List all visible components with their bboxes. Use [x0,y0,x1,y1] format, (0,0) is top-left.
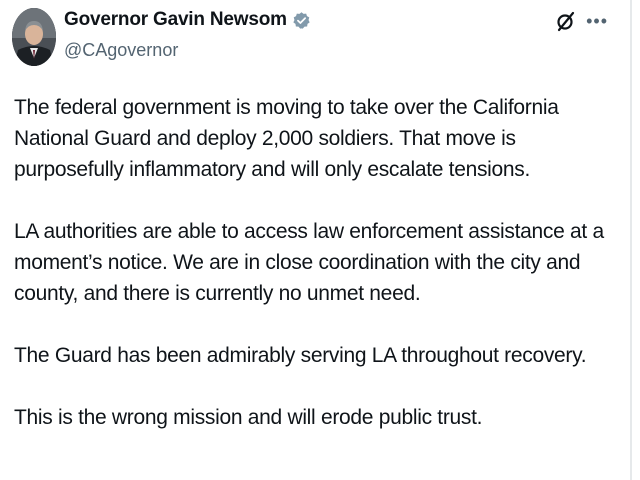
tweet-paragraph: This is the wrong mission and will erode public trust. [14,406,483,429]
tweet-paragraph: LA authorities are able to access law enforcement assistance at a moment’s notice. We are in close coordination with the city and county, and there is currently no unmet need. [14,220,604,305]
grok-icon[interactable] [556,10,576,32]
tweet-text [14,92,620,464]
verified-badge-icon[interactable] [292,11,311,30]
avatar[interactable] [12,8,56,66]
tweet-actions-top [556,10,608,32]
avatar-portrait-icon [12,8,56,66]
more-options-icon[interactable]: ••• [586,11,608,31]
tweet-paragraph: The Guard has been admirably serving LA throughout recovery. [14,344,587,367]
tweet-header [64,8,311,61]
display-name[interactable]: Governor Gavin Newsom [64,9,287,30]
user-handle[interactable]: @CAgovernor [64,40,179,60]
tweet-paragraph: The federal government is moving to take over the California National Guard and deploy 2,000 soldiers. That move is purposefully inflammatory and will only escalate tensions. [14,96,559,181]
display-name-row [64,8,311,32]
